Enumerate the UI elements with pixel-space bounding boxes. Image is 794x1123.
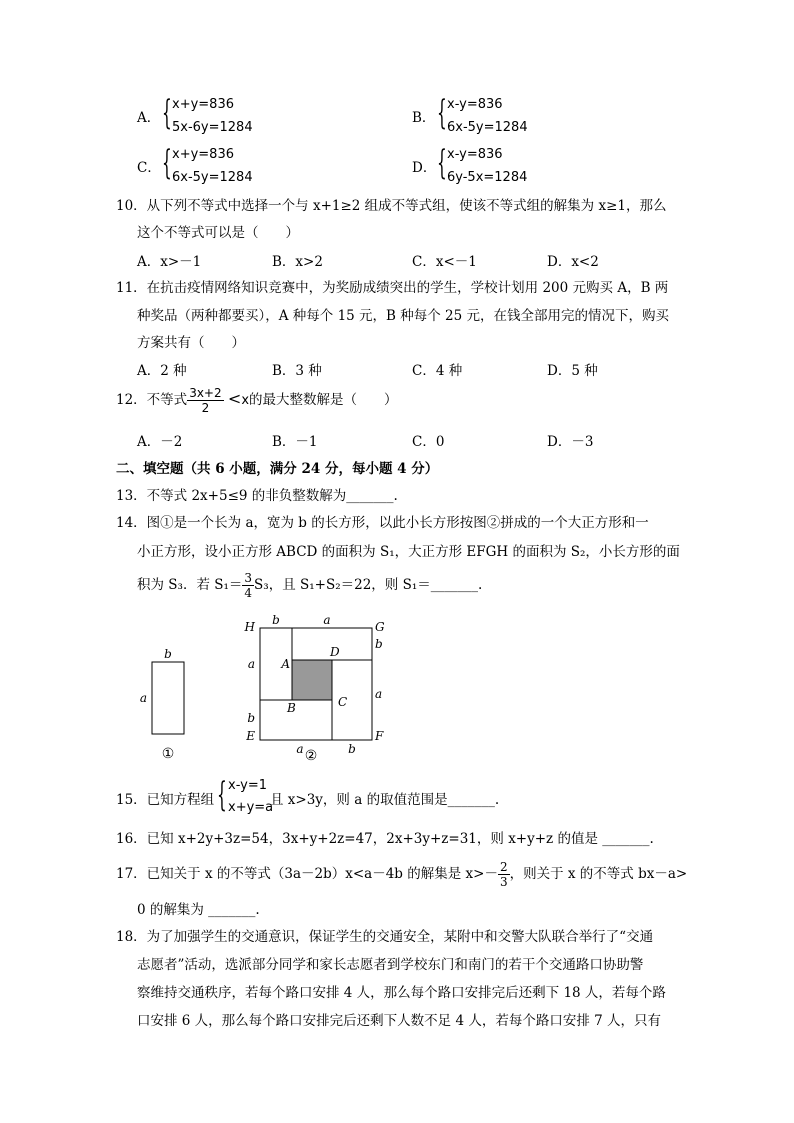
q14-line3-end: S₃，且 S₁+S₂＝22，则 S₁＝_______. xyxy=(254,577,483,593)
small-square xyxy=(292,660,332,700)
option-label: D． xyxy=(412,160,437,176)
fraction-numerator: 2 xyxy=(499,860,508,874)
brace-icon: { xyxy=(217,775,227,815)
vertex-a: A xyxy=(281,657,290,671)
q11-option-d: D．5 种 xyxy=(547,363,598,379)
q17-line1-end: ，则关于 x 的不等式 bx－a> xyxy=(509,866,688,882)
q18-line3: 察维持交通秩序，若每个路口安排 4 人，那么每个路口安排完后还剩下 18 人，若每个路 xyxy=(137,985,666,1001)
top-a-label: a xyxy=(323,613,331,627)
equation: 6y-5x=1284 xyxy=(447,170,528,185)
q14-fraction xyxy=(242,571,254,600)
q10-option-c: C．x<－1 xyxy=(412,254,477,270)
vertex-h: H xyxy=(244,620,255,634)
fraction-denominator: 4 xyxy=(244,586,253,600)
q12-suffix: 的最大整数解是（ ） xyxy=(249,392,398,408)
fig1-length-label: a xyxy=(139,691,147,705)
q11-line1: 11．在抗击疫情网络知识竞赛中，为奖励成绩突出的学生，学校计划用 200 元购买 A，B 两 xyxy=(116,280,669,296)
equation: 5x-6y=1284 xyxy=(172,120,253,135)
vertex-c: C xyxy=(338,695,348,709)
q18-line2: 志愿者”活动，选派部分同学和家长志愿者到学校东门和南门的若干个交通路口协助警 xyxy=(137,957,644,973)
q12-fraction xyxy=(187,386,223,415)
q12-stem xyxy=(116,386,398,415)
q11-option-a: A．2 种 xyxy=(137,363,187,379)
fraction-numerator: 3 xyxy=(244,571,253,585)
section-heading: 二、填空题（共 6 小题，满分 24 分，每小题 4 分） xyxy=(116,461,439,477)
fig1-width-label: b xyxy=(164,647,172,661)
equation: x-y=836 xyxy=(447,97,503,112)
vertex-b: B xyxy=(287,701,296,715)
q16: 16．已知 x+2y+3z=54，3x+y+2z=47，2x+3y+z=31，则 x+y+z 的值是 _______. xyxy=(116,831,654,847)
q12-option-a: A．－2 xyxy=(137,434,183,450)
equation: x+y=836 xyxy=(172,97,234,112)
vertex-d: D xyxy=(330,645,340,659)
q11-line3: 方案共有（ ） xyxy=(137,335,245,351)
q12-prefix: 12．不等式 xyxy=(116,392,188,408)
option-label: B． xyxy=(412,110,436,126)
brace-icon: { xyxy=(162,143,172,183)
variable-x: x xyxy=(241,393,250,408)
q11-option-b: B．3 种 xyxy=(272,363,322,379)
q12-option-b: B．－1 xyxy=(272,434,318,450)
q15-prefix: 15．已知方程组 xyxy=(116,792,215,808)
q14-line3 xyxy=(137,571,482,600)
left-a-label: a xyxy=(247,657,255,671)
q10-line2: 这个不等式可以是（ ） xyxy=(137,225,299,241)
vertex-g: G xyxy=(375,620,385,634)
fig2-label: ② xyxy=(304,748,318,764)
right-a-label: a xyxy=(375,687,383,701)
q17-line2: 0 的解集为 _______. xyxy=(137,902,260,918)
q17-line1 xyxy=(116,860,687,889)
brace-icon: { xyxy=(437,143,447,183)
q11-option-c: C．4 种 xyxy=(412,363,463,379)
fraction-numerator: 3x+2 xyxy=(189,386,222,400)
q15-eq1: x-y=1 xyxy=(228,778,268,793)
q17-fraction xyxy=(498,860,510,889)
q11-line2: 种奖品（两种都要买），A 种每个 15 元，B 种每个 25 元，在钱全部用完的情况下，购买 xyxy=(137,308,670,324)
left-b-label: b xyxy=(247,711,255,725)
q14-line1: 14．图①是一个长为 a，宽为 b 的长方形，以此小长方形按图②拼成的一个大正方形和一 xyxy=(116,515,649,531)
q18-line1: 18．为了加强学生的交通意识，保证学生的交通安全，某附中和交警大队联合举行了“交通 xyxy=(116,929,654,945)
q10-line1: 10．从下列不等式中选择一个与 x+1≥2 组成不等式组，使该不等式组的解集为 x≥1，那么 xyxy=(116,198,667,214)
equation: 6x-5y=1284 xyxy=(447,120,528,135)
q14-figure xyxy=(135,610,385,770)
q10-option-b: B．x>2 xyxy=(272,254,323,270)
q18-line4: 口安排 6 人，那么每个路口安排完后还剩下人数不足 4 人，若每个路口安排 7 人，只有 xyxy=(137,1013,662,1029)
option-label: A． xyxy=(137,110,161,126)
q12-option-d: D．－3 xyxy=(547,434,594,450)
q14-line2: 小正方形，设小正方形 ABCD 的面积为 S₁，大正方形 EFGH 的面积为 S₂，小长方形的面 xyxy=(137,544,680,560)
equation: x+y=836 xyxy=(172,147,234,162)
vertex-f: F xyxy=(375,729,384,743)
q12-option-c: C．0 xyxy=(412,434,445,450)
top-b-label: b xyxy=(272,613,280,627)
fraction-denominator: 2 xyxy=(201,401,210,415)
bottom-a-label: a xyxy=(296,742,304,756)
option-label: C． xyxy=(137,160,161,176)
vertex-e: E xyxy=(246,729,255,743)
q10-option-a: A．x>－1 xyxy=(137,254,202,270)
less-than-sign: < xyxy=(227,389,242,408)
equation: 6x-5y=1284 xyxy=(172,170,253,185)
q13: 13．不等式 2x+5≤9 的非负整数解为_______. xyxy=(116,488,398,504)
q17-line1-start: 17．已知关于 x 的不等式（3a－2b）x<a－4b 的解集是 x>－ xyxy=(116,866,498,882)
q10-option-d: D．x<2 xyxy=(547,254,599,270)
q14-line3-start: 积为 S₃．若 S₁＝ xyxy=(137,577,243,593)
fraction-denominator: 3 xyxy=(499,875,508,889)
bottom-b-label: b xyxy=(348,742,356,756)
brace-icon: { xyxy=(437,93,447,133)
fig1-label: ① xyxy=(161,746,175,762)
q15-suffix: 且 x>3y，则 a 的取值范围是_______. xyxy=(270,792,500,808)
right-b-label: b xyxy=(375,637,383,651)
equation: x-y=836 xyxy=(447,147,503,162)
small-rectangle xyxy=(152,662,184,734)
brace-icon: { xyxy=(162,93,172,133)
q15-eq2: x+y=a xyxy=(228,800,274,815)
